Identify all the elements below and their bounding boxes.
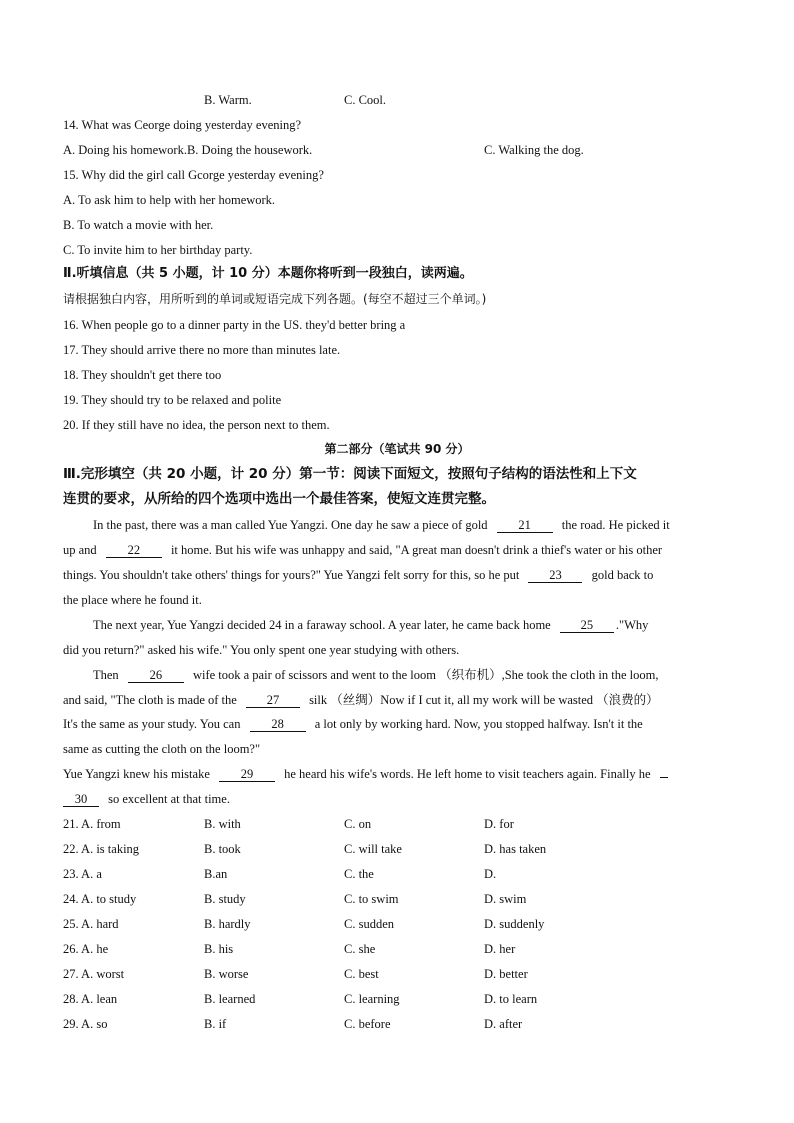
choice-21-a: 21. A. from bbox=[63, 817, 121, 831]
listening-item-16: 16. When people go to a dinner party in the US. they'd better bring a bbox=[63, 318, 406, 332]
blank-27: 27 bbox=[246, 693, 300, 708]
passage-line-2 bbox=[63, 542, 662, 558]
passage-text: it home. But his wife was unhappy and said, "A great man doesn't drink a thief's water or his other bbox=[170, 543, 663, 557]
choice-29-a: 29. A. so bbox=[63, 1017, 108, 1031]
blank-30-start bbox=[660, 777, 668, 778]
choice-25-b: B. hardly bbox=[204, 917, 251, 931]
passage-text: gold back to bbox=[591, 568, 654, 582]
choice-24-c: C. to swim bbox=[344, 892, 399, 906]
passage-text: In the past, there was a man called Yue Yangzi. One day he saw a piece of gold bbox=[93, 518, 488, 532]
passage-line-7 bbox=[93, 667, 659, 683]
choice-25-a: 25. A. hard bbox=[63, 917, 119, 931]
blank-22: 22 bbox=[106, 543, 162, 558]
passage-text: wife took a pair of scissors and went to the loom （织布机）,She took the cloth in the loom, bbox=[192, 668, 659, 682]
blank-21: 21 bbox=[497, 518, 553, 533]
section-2-instruction: 请根据独白内容，用所听到的单词或短语完成下列各题。(每空不超过三个单词。) bbox=[63, 292, 487, 306]
choice-24-b: B. study bbox=[204, 892, 246, 906]
choice-26-b: B. his bbox=[204, 942, 234, 956]
choice-22-c: C. will take bbox=[344, 842, 402, 856]
listening-item-19: 19. They should try to be relaxed and polite bbox=[63, 393, 282, 407]
choice-29-c: C. before bbox=[344, 1017, 391, 1031]
section-3-heading-line2: 连贯的要求，从所给的四个选项中选出一个最佳答案，使短文连贯完整。 bbox=[63, 491, 495, 507]
choice-28-d: D. to learn bbox=[484, 992, 538, 1006]
passage-text: It's the same as your study. You can bbox=[63, 717, 241, 731]
passage-text: the road. He picked it bbox=[561, 518, 670, 532]
choice-24-d: D. swim bbox=[484, 892, 527, 906]
q15-option-c: C. To invite him to her birthday party. bbox=[63, 243, 253, 257]
choice-23-c: C. the bbox=[344, 867, 374, 881]
section-2-heading: Ⅱ.听填信息（共 5 小题，计 10 分）本题你将听到一段独白，读两遍。 bbox=[63, 266, 473, 281]
passage-line-1 bbox=[93, 517, 670, 533]
q14-option-c: C. Walking the dog. bbox=[484, 143, 584, 157]
part-2-title: 第二部分（笔试共 90 分） bbox=[324, 442, 470, 456]
blank-23: 23 bbox=[528, 568, 582, 583]
choice-21-b: B. with bbox=[204, 817, 241, 831]
choice-29-b: B. if bbox=[204, 1017, 227, 1031]
choice-27-d: D. better bbox=[484, 967, 528, 981]
passage-text: Yue Yangzi knew his mistake bbox=[63, 767, 210, 781]
choice-24-a: 24. A. to study bbox=[63, 892, 137, 906]
passage-text: up and bbox=[63, 543, 97, 557]
choice-27-a: 27. A. worst bbox=[63, 967, 125, 981]
q15-option-b: B. To watch a movie with her. bbox=[63, 218, 214, 232]
passage-text: a lot only by working hard. Now, you stopped halfway. Isn't it the bbox=[314, 717, 643, 731]
passage-line-11 bbox=[63, 766, 668, 782]
passage-text: ."Why bbox=[615, 618, 649, 632]
option-b-warm: B. Warm. bbox=[204, 93, 252, 107]
passage-line-3 bbox=[63, 567, 653, 583]
choice-25-c: C. sudden bbox=[344, 917, 394, 931]
choice-23-d: D. bbox=[484, 867, 497, 881]
choice-26-a: 26. A. he bbox=[63, 942, 109, 956]
listening-item-20: 20. If they still have no idea, the person next to them. bbox=[63, 418, 330, 432]
choice-25-d: D. suddenly bbox=[484, 917, 545, 931]
blank-29: 29 bbox=[219, 767, 275, 782]
passage-line-8 bbox=[63, 692, 659, 708]
choice-23-b: B.an bbox=[204, 867, 228, 881]
choice-29-d: D. after bbox=[484, 1017, 523, 1031]
choice-26-c: C. she bbox=[344, 942, 376, 956]
passage-text: The next year, Yue Yangzi decided 24 in a faraway school. A year later, he came back home bbox=[93, 618, 551, 632]
passage-text: Then bbox=[93, 668, 119, 682]
choice-22-b: B. took bbox=[204, 842, 241, 856]
passage-line-9 bbox=[63, 716, 643, 732]
choice-22-d: D. has taken bbox=[484, 842, 547, 856]
q14-options-ab: A. Doing his homework.B. Doing the housework. bbox=[63, 143, 313, 157]
choice-21-c: C. on bbox=[344, 817, 372, 831]
question-14: 14. What was Ceorge doing yesterday evening? bbox=[63, 118, 302, 132]
q15-option-a: A. To ask him to help with her homework. bbox=[63, 193, 276, 207]
choice-26-d: D. her bbox=[484, 942, 516, 956]
option-c-cool: C. Cool. bbox=[344, 93, 387, 107]
choice-27-b: B. worse bbox=[204, 967, 249, 981]
choice-21-d: D. for bbox=[484, 817, 514, 831]
choice-28-b: B. learned bbox=[204, 992, 256, 1006]
passage-text: and said, "The cloth is made of the bbox=[63, 693, 237, 707]
choice-28-a: 28. A. lean bbox=[63, 992, 118, 1006]
choice-28-c: C. learning bbox=[344, 992, 400, 1006]
passage-text: silk （丝绸）Now if I cut it, all my work will be wasted （浪费的） bbox=[309, 693, 659, 707]
listening-item-18: 18. They shouldn't get there too bbox=[63, 368, 222, 382]
passage-text: things. You shouldn't take others' things for yours?" Yue Yangzi felt sorry for this, so he put bbox=[63, 568, 520, 582]
blank-26: 26 bbox=[128, 668, 184, 683]
passage-line-5 bbox=[93, 617, 648, 633]
section-3-heading-line1: Ⅲ.完形填空（共 20 小题，计 20 分）第一节：阅读下面短文，按照句子结构的语法性和上下文 bbox=[63, 466, 637, 482]
listening-item-17: 17. They should arrive there no more than minutes late. bbox=[63, 343, 341, 357]
blank-30: 30 bbox=[63, 792, 99, 807]
blank-25: 25 bbox=[560, 618, 614, 633]
passage-line-10: same as cutting the cloth on the loom?" bbox=[63, 742, 261, 756]
question-15: 15. Why did the girl call Gcorge yesterday evening? bbox=[63, 168, 324, 182]
choice-27-c: C. best bbox=[344, 967, 379, 981]
passage-line-12 bbox=[63, 791, 230, 807]
passage-line-4: the place where he found it. bbox=[63, 593, 202, 607]
choice-22-a: 22. A. is taking bbox=[63, 842, 140, 856]
choice-23-a: 23. A. a bbox=[63, 867, 102, 881]
passage-text: he heard his wife's words. He left home to visit teachers again. Finally he bbox=[284, 767, 651, 781]
blank-28: 28 bbox=[250, 717, 306, 732]
passage-text: so excellent at that time. bbox=[108, 792, 230, 806]
passage-line-6: did you return?" asked his wife." You only spent one year studying with others. bbox=[63, 643, 460, 657]
